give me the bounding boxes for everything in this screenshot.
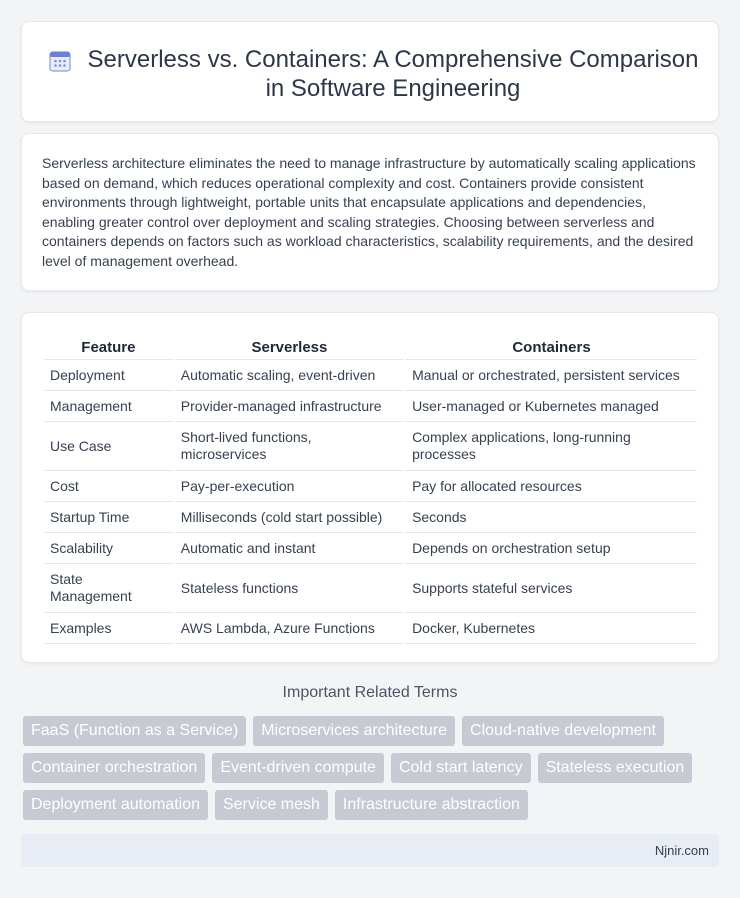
header-card	[21, 21, 719, 122]
table-cell: Scalability	[44, 533, 173, 564]
term-tag[interactable]: FaaS (Function as a Service)	[23, 716, 246, 746]
table-cell: Cost	[44, 471, 173, 502]
table-cell: Examples	[44, 613, 173, 644]
table-cell: Milliseconds (cold start possible)	[175, 502, 404, 533]
footer	[21, 834, 719, 867]
header-containers: Containers	[406, 333, 697, 360]
table-cell: AWS Lambda, Azure Functions	[175, 613, 404, 644]
footer-site-name[interactable]: Njnir.com	[654, 843, 709, 858]
term-tag[interactable]: Cold start latency	[391, 753, 531, 783]
table-row	[44, 564, 697, 613]
table-cell: Provider-managed infrastructure	[175, 391, 404, 422]
table-row	[44, 422, 697, 471]
table-cell: Stateless functions	[175, 564, 404, 613]
table-header-row	[44, 333, 697, 360]
table-cell: Manual or orchestrated, persistent services	[406, 360, 697, 391]
term-tag[interactable]: Infrastructure abstraction	[335, 790, 528, 820]
table-cell: Management	[44, 391, 173, 422]
intro-paragraph: Serverless architecture eliminates the need to manage infrastructure by automatically scaling applications based on demand, which reduces operational complexity and cost. Containers provide consistent environments through lightweight, portable units that encapsulate applications and dependencies, enabling greater control over deployment and scaling strategies. Choosing between serverless and containers depends on factors such as workload characteristics, scalability requirements, and the desired level of management overhead.	[42, 155, 696, 269]
calendar-icon	[49, 50, 71, 72]
table-row	[44, 391, 697, 422]
term-tag[interactable]: Stateless execution	[538, 753, 693, 783]
table-cell: Pay for allocated resources	[406, 471, 697, 502]
table-cell: Startup Time	[44, 502, 173, 533]
page-title: Serverless vs. Containers: A Comprehensive Comparison in Software Engineering	[87, 46, 699, 102]
term-tag[interactable]: Cloud-native development	[462, 716, 664, 746]
table-cell: Deployment	[44, 360, 173, 391]
term-tag[interactable]: Deployment automation	[23, 790, 208, 820]
table-cell: Seconds	[406, 502, 697, 533]
comparison-card	[21, 312, 719, 663]
table-row	[44, 360, 697, 391]
related-terms-heading: Important Related Terms	[282, 684, 458, 701]
table-cell: Complex applications, long-running processes	[406, 422, 697, 471]
table-cell: Supports stateful services	[406, 564, 697, 613]
term-tag[interactable]: Container orchestration	[23, 753, 205, 783]
table-row	[44, 471, 697, 502]
table-cell: Short-lived functions, microservices	[175, 422, 404, 471]
comparison-table	[42, 333, 699, 644]
table-row	[44, 533, 697, 564]
table-row	[44, 502, 697, 533]
header-serverless: Serverless	[175, 333, 404, 360]
table-cell: Depends on orchestration setup	[406, 533, 697, 564]
related-terms-list	[23, 716, 703, 820]
table-cell: Pay-per-execution	[175, 471, 404, 502]
table-row	[44, 613, 697, 644]
table-cell: Automatic scaling, event-driven	[175, 360, 404, 391]
term-tag[interactable]: Microservices architecture	[253, 716, 455, 746]
term-tag[interactable]: Event-driven compute	[212, 753, 384, 783]
table-cell: State Management	[44, 564, 173, 613]
table-cell: Docker, Kubernetes	[406, 613, 697, 644]
term-tag[interactable]: Service mesh	[215, 790, 328, 820]
header-feature: Feature	[44, 333, 173, 360]
table-cell: Automatic and instant	[175, 533, 404, 564]
intro-card	[21, 133, 719, 291]
table-cell: Use Case	[44, 422, 173, 471]
table-cell: User-managed or Kubernetes managed	[406, 391, 697, 422]
